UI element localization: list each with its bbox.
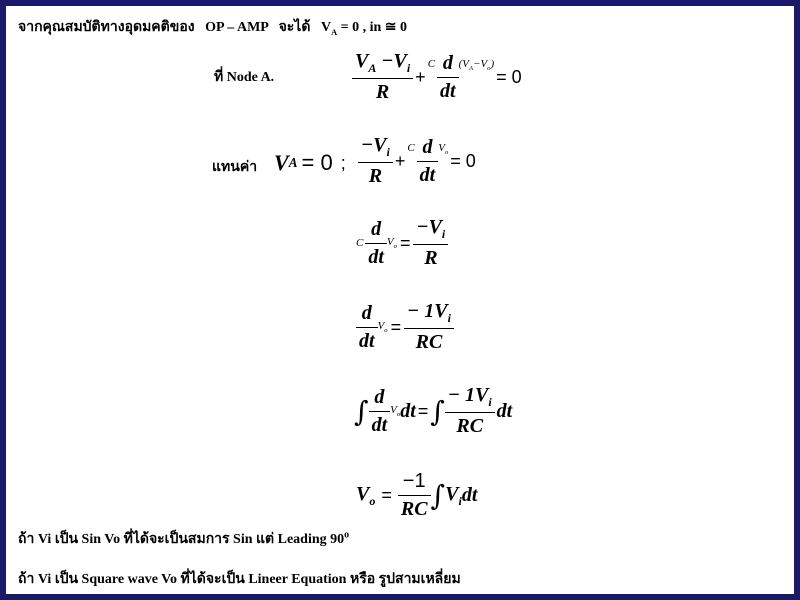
equation-va-zero: V A = 0 ; — [274, 150, 346, 175]
equation-vo-result: $V_o$ = $\frac{-1}{RC}$ ∫ $V_i$ dt — [356, 470, 478, 520]
note-sine: ถ้า Vi เป็น Sin Vo ที่ได้จะเป็นสมการ Sin แต่ Leading 90$^o$ — [18, 529, 350, 547]
equation-node-a: $\frac{V_A -V_i}{R}$ + C $\frac{d}{dt}$ $(V_A-V_o)$ = 0 — [352, 50, 522, 104]
header-intro: จากคุณสมบัติทางอุดมคติของ — [18, 20, 195, 35]
header-gets: จะได้ — [278, 20, 311, 35]
header-approx: ≅ — [384, 19, 397, 35]
substitute-label: แทนค่า — [212, 160, 258, 175]
header-opamp: OP – AMP — [205, 20, 269, 35]
header-line — [18, 16, 407, 38]
note-square: ถ้า Vi เป็น Square wave Vo ที่ได้จะเป็น Lineer Equation หรือ รูปสามเหลี่ยม — [18, 572, 461, 587]
header-condition: $V_A = 0$ , in — [320, 20, 382, 37]
node-label: ที่ Node A. — [214, 70, 275, 85]
slide — [6, 6, 794, 594]
equation-integral: ∫ $\frac{d}{dt}$ $V_o$ dt = ∫ $\frac{- 1V_i}{RC}$ dt — [354, 384, 513, 437]
equation-c-dvo: C $\frac{d}{dt}$ $V_o$ = $\frac{-V_i}{R}$ — [356, 216, 448, 270]
equation-substituted: $\frac{-V_i}{R}$ + C $\frac{d}{dt}$ $V_o$ = 0 — [358, 134, 476, 188]
equation-dvo-dt: $\frac{d}{dt}$ $V_o$ = $\frac{- 1V_i}{RC}$ — [356, 300, 454, 354]
eq1-fraction: $\frac{V_A -V_i}{R}$ — [352, 50, 413, 104]
header-zero: 0 — [400, 20, 408, 35]
